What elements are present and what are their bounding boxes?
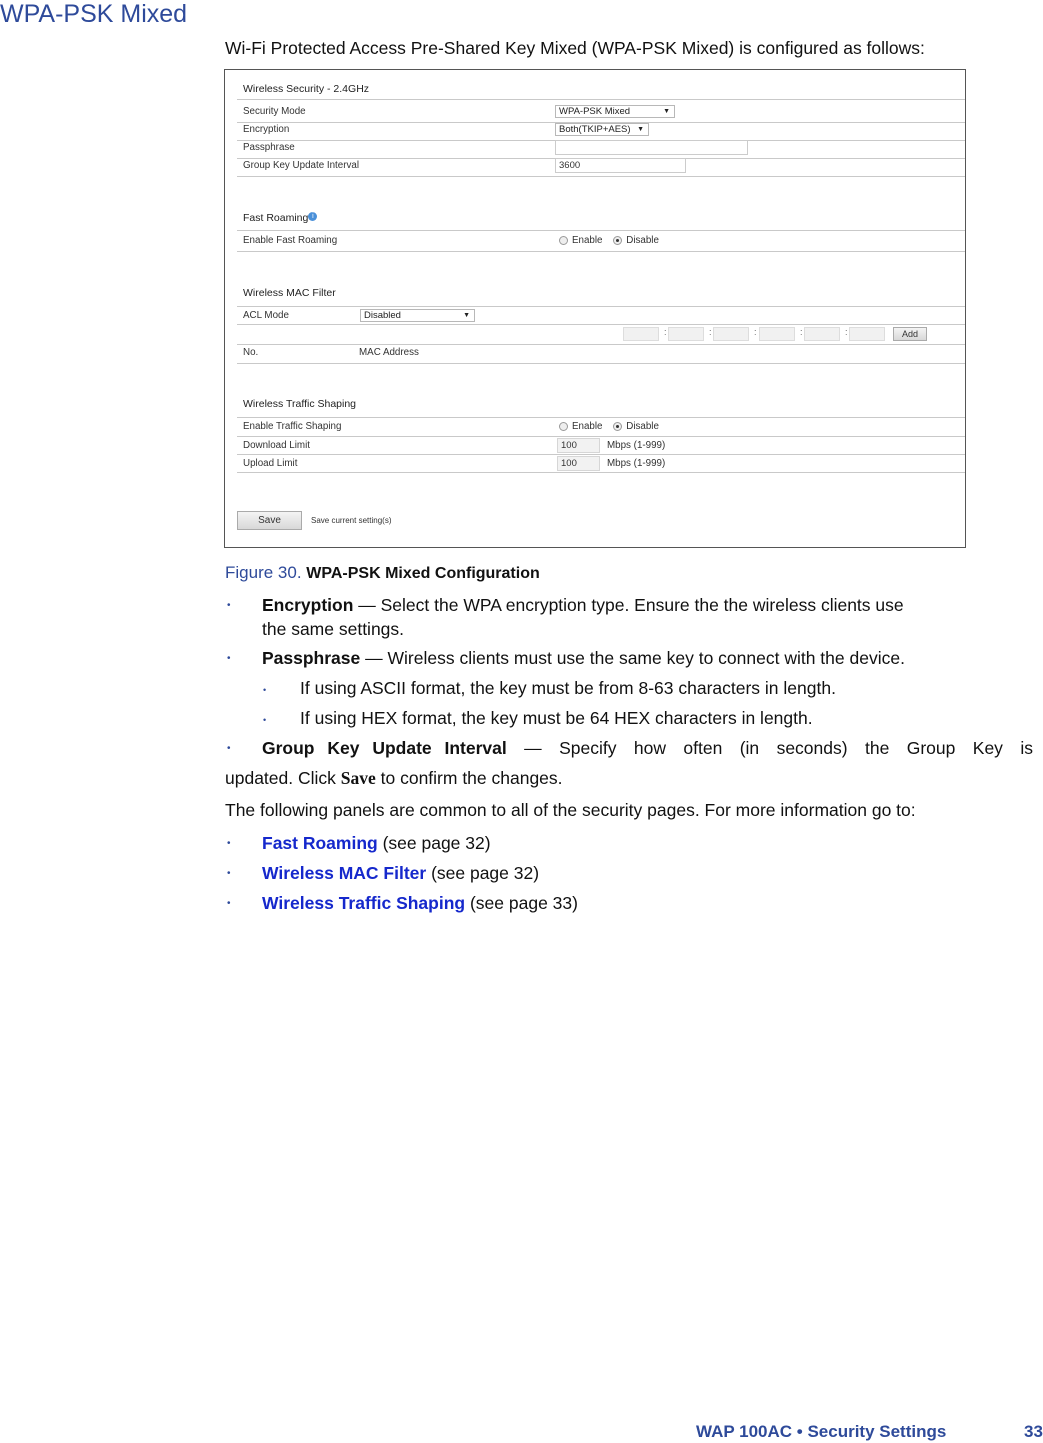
divider xyxy=(237,436,965,437)
mac-octet-input[interactable] xyxy=(759,327,795,341)
save-hint: Save current setting(s) xyxy=(311,516,392,525)
encryption-label: Encryption xyxy=(243,124,290,135)
page-ref: (see page 32) xyxy=(377,833,491,853)
page-ref: (see page 32) xyxy=(426,863,540,883)
figure-caption xyxy=(225,563,540,583)
justified-word: how xyxy=(633,738,666,758)
radio-disable[interactable] xyxy=(613,422,622,431)
divider xyxy=(237,363,965,364)
bullet-icon: • xyxy=(227,838,231,849)
bullet-icon: • xyxy=(227,653,231,664)
colon-separator: : xyxy=(754,327,757,337)
enable-traffic-shaping-label: Enable Traffic Shaping xyxy=(243,421,342,432)
colon-separator: : xyxy=(664,327,667,337)
divider xyxy=(237,417,965,418)
enable-fast-roaming-label: Enable Fast Roaming xyxy=(243,235,338,246)
sub-bullet-icon: • xyxy=(263,715,267,725)
encryption-desc: — Select the WPA encryption type. Ensure the the wireless clients use xyxy=(353,595,904,615)
mac-octet-input[interactable] xyxy=(713,327,749,341)
intro-text: Wi-Fi Protected Access Pre-Shared Key Mixed (WPA-PSK Mixed) is configured as follows: xyxy=(225,38,925,58)
fast-roaming-radio-group xyxy=(559,235,659,246)
add-button[interactable]: Add xyxy=(893,327,927,341)
justified-word: Key xyxy=(972,738,1003,758)
passphrase-input[interactable] xyxy=(555,140,748,155)
security-mode-select[interactable]: WPA-PSK Mixed ▼ xyxy=(555,105,675,118)
enable-label: Enable xyxy=(572,421,603,432)
sub-bullet-icon: • xyxy=(263,685,267,695)
link-item xyxy=(262,893,578,914)
dropdown-arrow-icon: ▼ xyxy=(663,108,670,115)
page-heading: WPA-PSK Mixed xyxy=(0,0,188,28)
radio-enable[interactable] xyxy=(559,422,568,431)
justified-word: Specify xyxy=(559,738,617,758)
mac-octet-input[interactable] xyxy=(804,327,840,341)
passphrase-desc: — Wireless clients must use the same key to connect with the device. xyxy=(360,648,905,668)
divider xyxy=(237,99,965,100)
mac-address-column-header: MAC Address xyxy=(359,347,419,358)
download-limit-input[interactable]: 100 xyxy=(557,438,600,453)
link-item xyxy=(262,833,491,854)
encryption-bullet xyxy=(262,595,904,616)
divider xyxy=(237,344,965,345)
radio-disable[interactable] xyxy=(613,236,622,245)
traffic-shaping-link[interactable]: Wireless Traffic Shaping xyxy=(262,893,466,913)
acl-mode-select[interactable]: Disabled ▼ xyxy=(360,309,475,322)
justified-word: is xyxy=(1020,738,1033,758)
dropdown-arrow-icon: ▼ xyxy=(637,126,644,133)
bullet-icon: • xyxy=(227,868,231,879)
page-ref: (see page 33) xyxy=(465,893,578,913)
justified-word: Group xyxy=(906,738,956,758)
security-mode-label: Security Mode xyxy=(243,106,306,117)
download-limit-label: Download Limit xyxy=(243,440,310,451)
download-unit: Mbps (1-999) xyxy=(607,440,666,451)
figure-number: Figure 30. xyxy=(225,563,302,582)
mac-octet-input[interactable] xyxy=(623,327,659,341)
link-item xyxy=(262,863,539,884)
sub-bullet-hex: If using HEX format, the key must be 64 HEX characters in length. xyxy=(300,708,813,728)
encryption-desc-cont: the same settings. xyxy=(262,619,405,639)
passphrase-label: Passphrase xyxy=(243,142,295,153)
traffic-shaping-title: Wireless Traffic Shaping xyxy=(243,398,357,410)
group-key-desc-text: updated. Click xyxy=(225,768,341,788)
bullet-icon: • xyxy=(227,898,231,909)
divider xyxy=(237,230,965,231)
common-panels-text: The following panels are common to all of the security pages. For more information go to: xyxy=(225,800,916,820)
disable-label: Disable xyxy=(626,421,659,432)
colon-separator: : xyxy=(845,327,848,337)
info-icon[interactable]: i xyxy=(308,212,317,221)
no-column-header: No. xyxy=(243,347,259,358)
divider xyxy=(237,454,965,455)
divider xyxy=(237,306,965,307)
group-key-input[interactable]: 3600 xyxy=(555,158,686,173)
mac-octet-input[interactable] xyxy=(668,327,704,341)
acl-mode-label: ACL Mode xyxy=(243,310,289,321)
group-key-term: Group Key Update Interval xyxy=(262,738,507,758)
bullet-icon: • xyxy=(227,743,231,754)
divider xyxy=(237,176,965,177)
config-screenshot xyxy=(224,69,966,548)
footer-page-number: 33 xyxy=(1024,1422,1043,1441)
wireless-security-title: Wireless Security - 2.4GHz xyxy=(243,83,370,95)
justified-word: seconds) xyxy=(776,738,848,758)
bullet-icon: • xyxy=(227,600,231,611)
enable-label: Enable xyxy=(572,235,603,246)
justified-word: often xyxy=(683,738,723,758)
group-key-desc-cont xyxy=(225,768,563,789)
encryption-term: Encryption xyxy=(262,595,354,615)
fast-roaming-link[interactable]: Fast Roaming xyxy=(262,833,378,853)
justified-word: the xyxy=(865,738,890,758)
group-key-desc-text: to confirm the changes. xyxy=(375,768,563,788)
encryption-select[interactable]: Both(TKIP+AES) ▼ xyxy=(555,123,649,136)
justified-word: — xyxy=(524,738,542,758)
upload-limit-input[interactable]: 100 xyxy=(557,456,600,471)
mac-octet-input[interactable] xyxy=(849,327,885,341)
group-key-label: Group Key Update Interval xyxy=(243,160,359,171)
mac-filter-link[interactable]: Wireless MAC Filter xyxy=(262,863,427,883)
passphrase-term: Passphrase xyxy=(262,648,361,668)
figure-title: WPA-PSK Mixed Configuration xyxy=(306,565,540,582)
colon-separator: : xyxy=(800,327,803,337)
upload-unit: Mbps (1-999) xyxy=(607,458,666,469)
group-key-bullet xyxy=(262,738,1033,759)
upload-limit-label: Upload Limit xyxy=(243,458,298,469)
disable-label: Disable xyxy=(626,235,659,246)
radio-enable[interactable] xyxy=(559,236,568,245)
divider xyxy=(237,472,965,473)
save-reference: Save xyxy=(340,768,376,788)
dropdown-arrow-icon: ▼ xyxy=(463,312,470,319)
divider xyxy=(237,251,965,252)
divider xyxy=(237,324,965,325)
save-button[interactable]: Save xyxy=(237,511,302,530)
mac-filter-title: Wireless MAC Filter xyxy=(243,287,336,299)
footer-section: WAP 100AC • Security Settings xyxy=(696,1422,947,1441)
justified-word: (in xyxy=(739,738,760,758)
traffic-shaping-radio-group xyxy=(559,421,659,432)
sub-bullet-ascii: If using ASCII format, the key must be from 8-63 characters in length. xyxy=(300,678,836,698)
colon-separator: : xyxy=(709,327,712,337)
fast-roaming-title: Fast Roaming i xyxy=(243,212,317,224)
passphrase-bullet xyxy=(262,648,905,669)
